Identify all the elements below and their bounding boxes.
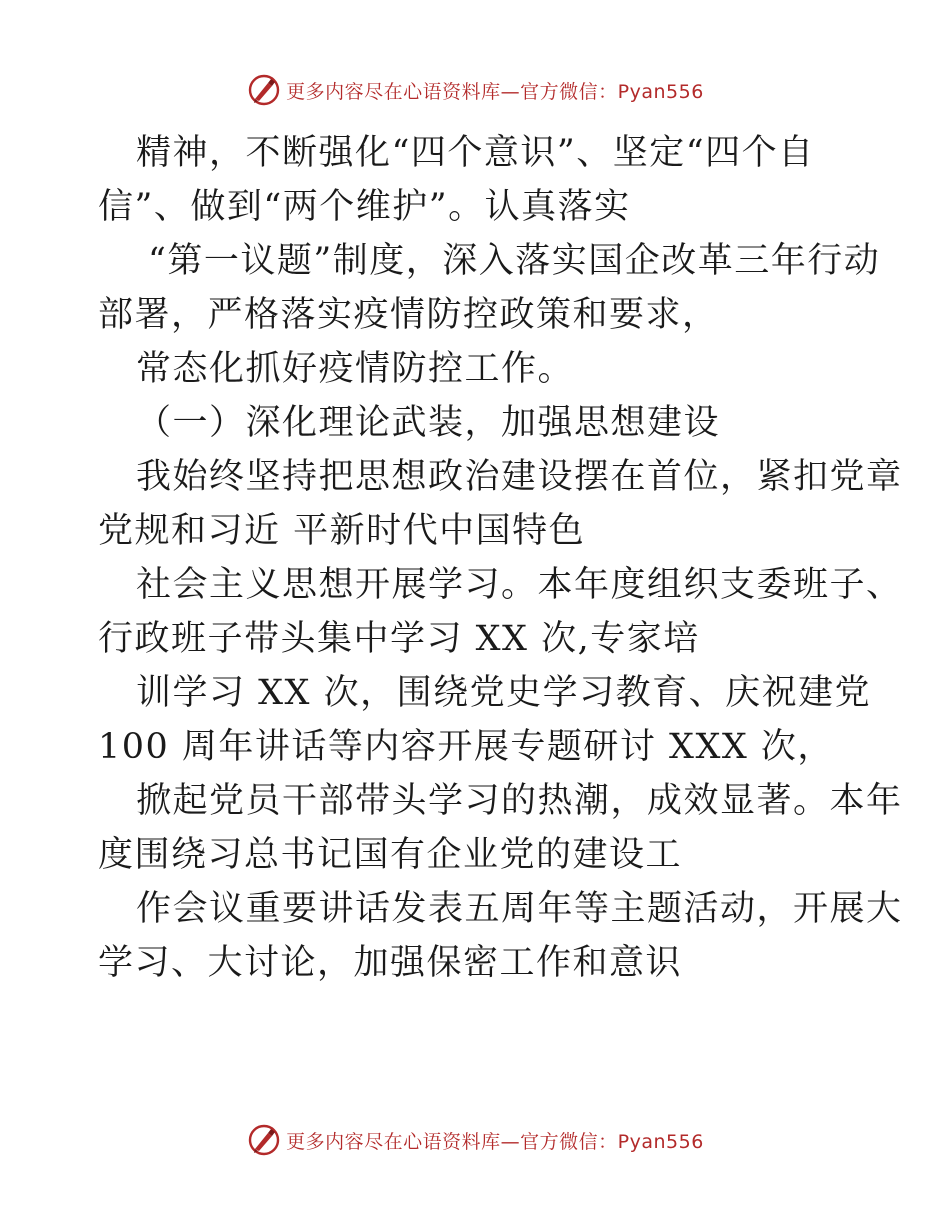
- text-line: 作会议重要讲话发表五周年等主题活动，开展大: [136, 889, 903, 929]
- text-line: 信”、做到“两个维护”。认真落实: [98, 187, 631, 227]
- text-line: 训学习 XX 次，围绕党史学习教育、庆祝建党: [136, 673, 872, 713]
- text-line: 我始终坚持把思想政治建设摆在首位，紧扣党章: [136, 457, 903, 497]
- text-line: 掀起党员干部带头学习的热潮，成效显著。本年: [136, 781, 903, 821]
- text-line: “第一议题”制度，深入落实国企改革三年行动: [148, 241, 881, 281]
- document-body: [98, 126, 903, 990]
- text-line: 精神，不断强化“四个意识”、坚定“四个自: [136, 133, 815, 173]
- text-line: 行政班子带头集中学习 XX 次,专家培: [98, 619, 700, 659]
- header-watermark-text: 更多内容尽在心语资料库—官方微信：Pyan556: [286, 80, 704, 103]
- text-line: 学习、大讨论，加强保密工作和意识: [98, 943, 683, 983]
- text-line: 常态化抓好疫情防控工作。: [136, 349, 575, 389]
- pen-logo-icon: [246, 1122, 282, 1158]
- pen-logo-icon: [246, 72, 282, 108]
- text-line: 部署，严格落实疫情防控政策和要求，: [98, 295, 719, 335]
- footer-watermark-text: 更多内容尽在心语资料库—官方微信：Pyan556: [286, 1130, 704, 1153]
- section-heading: （一）深化理论武装，加强思想建设: [136, 403, 721, 443]
- footer-watermark: [0, 1120, 950, 1160]
- text-line: 党规和习近 平新时代中国特色: [98, 511, 586, 551]
- text-line: 度围绕习总书记国有企业党的建设工: [98, 835, 683, 875]
- header-watermark: [0, 70, 950, 110]
- text-line: 社会主义思想开展学习。本年度组织支委班子、: [136, 565, 903, 605]
- text-line: 100 周年讲话等内容开展专题研讨 XXX 次，: [98, 727, 834, 767]
